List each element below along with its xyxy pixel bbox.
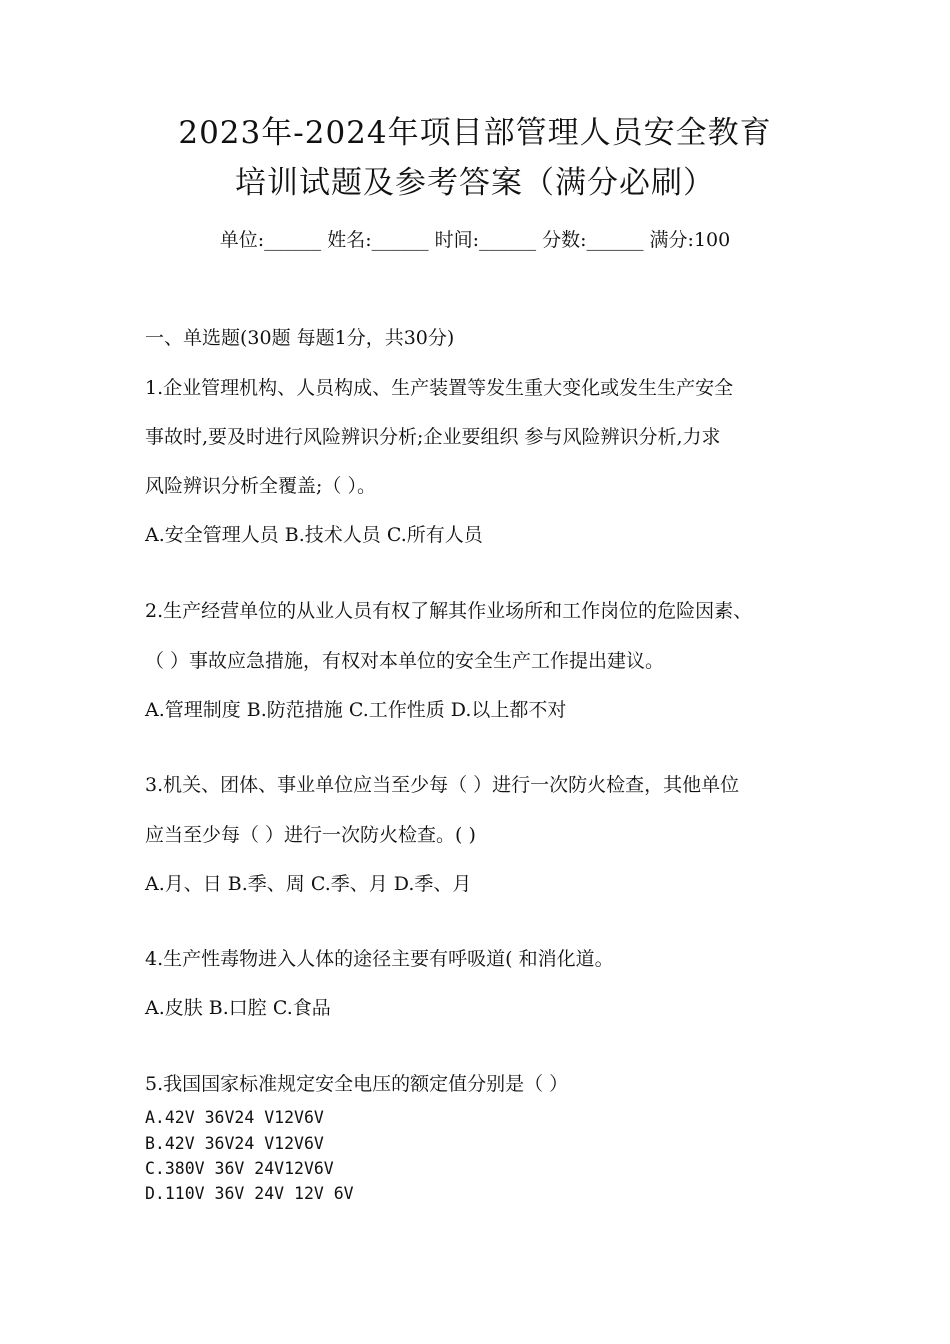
question-1-options: A.安全管理人员 B.技术人员 C.所有人员	[145, 524, 483, 546]
question-5-option-d: D.110V 36V 24V 12V 6V	[145, 1184, 354, 1203]
question-4-line-1: 4.生产性毒物进入人体的途径主要有呼吸道( 和消化道。	[145, 948, 614, 970]
exam-info-line: 单位:______ 姓名:______ 时间:______ 分数:______ 满分:100	[219, 229, 731, 251]
question-2-line-1: 2.生产经营单位的从业人员有权了解其作业场所和工作岗位的危险因素、	[145, 600, 753, 622]
question-5-line-1: 5.我国国家标准规定安全电压的额定值分别是（ ）	[145, 1073, 569, 1095]
question-4-options: A.皮肤 B.口腔 C.食品	[145, 997, 331, 1019]
question-1-line-1: 1.企业管理机构、人员构成、生产装置等发生重大变化或发生生产安全	[145, 377, 734, 399]
section-heading: 一、单选题(30题 每题1分，共30分)	[145, 327, 455, 349]
question-5-option-c: C.380V 36V 24V12V6V	[145, 1159, 334, 1178]
question-3-options: A.月、日 B.季、周 C.季、月 D.季、月	[145, 873, 472, 895]
question-5-option-a: A.42V 36V24 V12V6V	[145, 1108, 324, 1127]
question-2-options: A.管理制度 B.防范措施 C.工作性质 D.以上都不对	[145, 699, 567, 721]
document-title-line-2: 培训试题及参考答案（满分必刷）	[235, 165, 715, 201]
question-1-line-2: 事故时,要及时进行风险辨识分析;企业要组织 参与风险辨识分析,力求	[145, 426, 721, 448]
document-title-line-1: 2023年-2024年项目部管理人员安全教育	[178, 115, 772, 151]
question-1-line-3: 风险辨识分析全覆盖;（ ）。	[145, 475, 376, 497]
question-3-line-2: 应当至少每（ ）进行一次防火检查。( )	[145, 824, 476, 846]
question-2-line-2: （ ）事故应急措施，有权对本单位的安全生产工作提出建议。	[145, 650, 665, 672]
question-5-option-b: B.42V 36V24 V12V6V	[145, 1134, 324, 1153]
question-3-line-1: 3.机关、团体、事业单位应当至少每（ ）进行一次防火检查，其他单位	[145, 774, 740, 796]
